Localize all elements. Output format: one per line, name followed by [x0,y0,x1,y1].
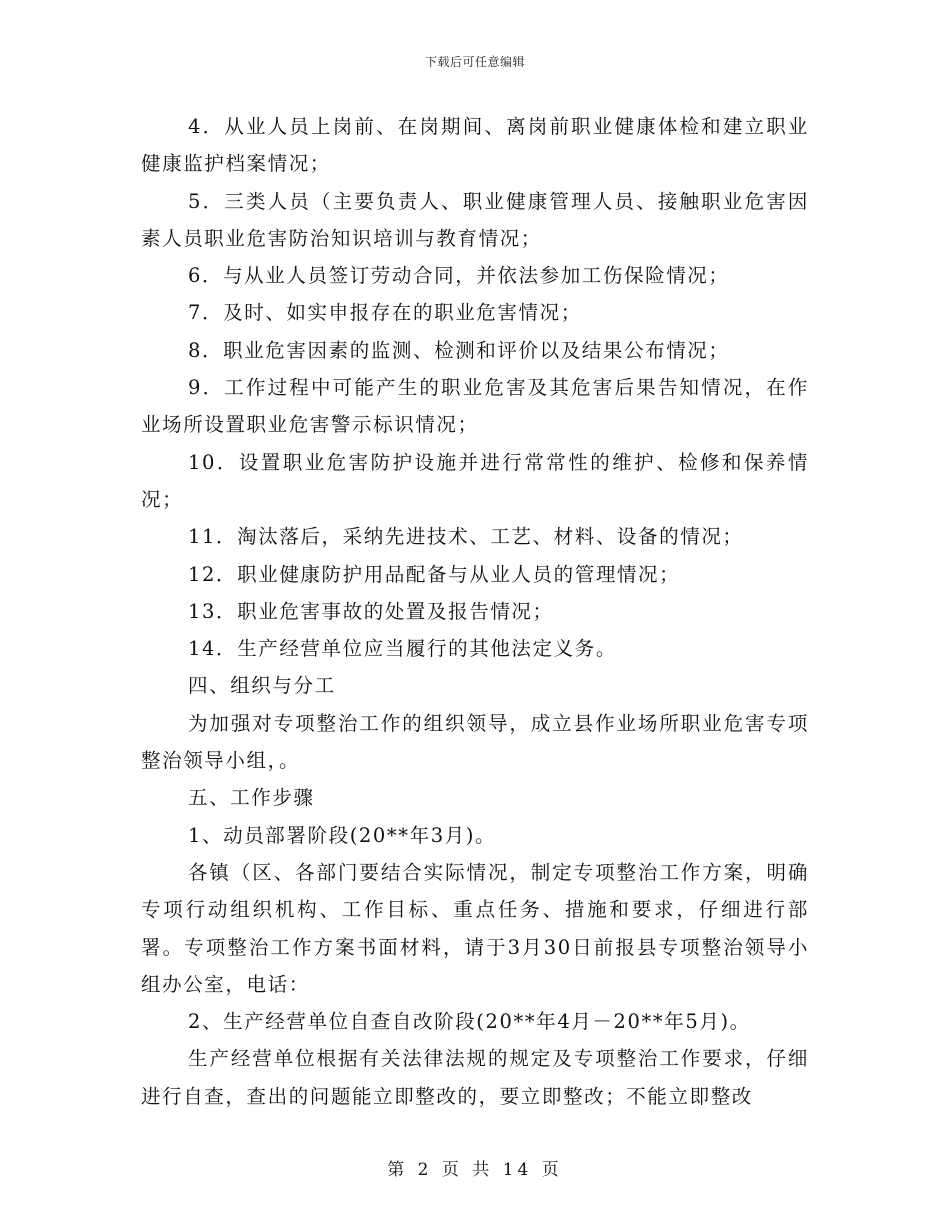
section-heading-steps: 五、工作步骤 [188,786,315,810]
step-heading-2: 2、生产经营单位自查自改阶段(20**年4月－20**年5月)。 [188,1010,751,1034]
paragraph-item-7: 7．及时、如实申报存在的职业危害情况； [188,301,582,325]
paragraph-item-14: 14．生产经营单位应当履行的其他法定义务。 [188,637,617,661]
paragraph-organization: 为加强对专项整治工作的组织领导，成立县作业场所职业危害专项整治领导小组，。 [141,711,809,773]
paragraph-step-2: 生产经营单位根据有关法律法规的规定及专项整治工作要求，仔细进行自查，查出的问题能立即整改的，要立即整改；不能立即整改 [141,1047,809,1108]
paragraph-item-9: 9．工作过程中可能产生的职业危害及其危害后果告知情况，在作业场所设置职业危害警示标识情况； [141,376,809,437]
paragraph-item-12: 12．职业健康防护用品配备与从业人员的管理情况； [188,562,681,586]
paragraph-item-13: 13．职业危害事故的处置及报告情况； [188,599,554,623]
document-body [141,108,809,1115]
paragraph-item-8: 8．职业危害因素的监测、检测和评价以及结果公布情况； [188,338,730,362]
paragraph-item-6: 6．与从业人员签订劳动合同，并依法参加工伤保险情况； [188,264,730,288]
paragraph-item-4: 4．从业人员上岗前、在岗期间、离岗前职业健康体检和建立职业健康监护档案情况； [141,115,809,176]
step-heading-1: 1、动员部署阶段(20**年3月)。 [188,823,497,847]
paragraph-item-5: 5．三类人员（主要负责人、职业健康管理人员、接触职业危害因素人员职业危害防治知识培训与教育情况； [141,189,809,250]
page-number: 第 2 页 共 14 页 [387,1160,563,1180]
section-heading-organization: 四、组织与分工 [188,674,336,698]
paragraph-item-11: 11．淘汰落后，采纳先进技术、工艺、材料、设备的情况； [188,525,744,549]
paragraph-item-10: 10．设置职业危害防护设施并进行常常性的维护、检修和保养情况； [141,450,809,511]
paragraph-step-1: 各镇（区、各部门要结合实际情况，制定专项整治工作方案，明确专项行动组织机构、工作目标、重点任务、措施和要求，仔细进行部署。专项整治工作方案书面材料，请于3月30日前报县专项整治领导小组办公室，电话： [141,860,809,996]
page-header: 下载后可任意编辑 [424,55,525,69]
